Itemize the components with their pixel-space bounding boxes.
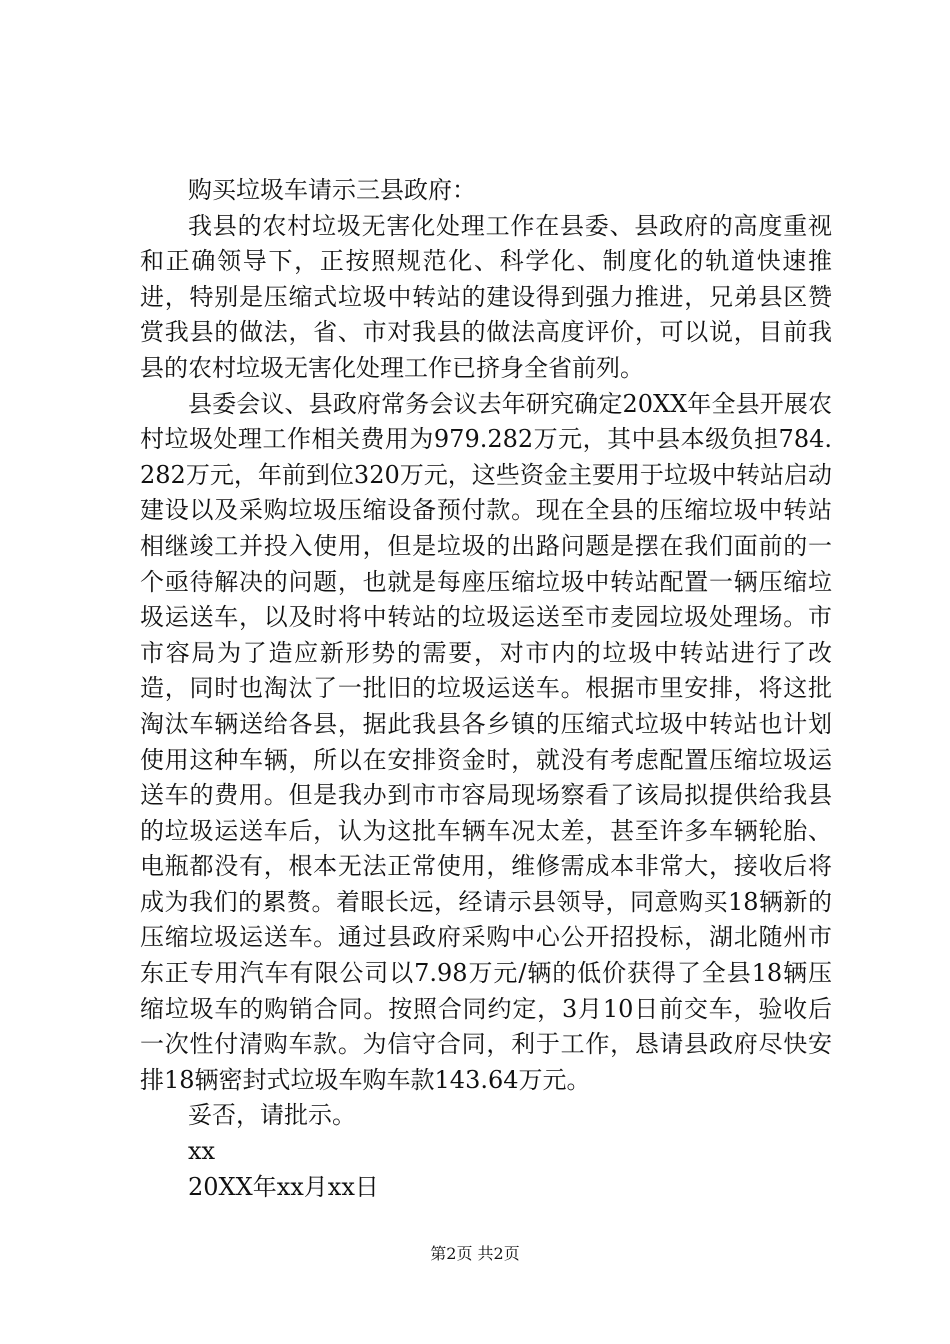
- paragraph-intro: 我县的农村垃圾无害化处理工作在县委、县政府的高度重视和正确领导下，正按照规范化、科学化、制度化的轨道快速推进，特别是压缩式垃圾中转站的建设得到强力推进，兄弟县区赞赏我县的做法，省、市对我县的做法高度评价，可以说，目前我县的农村垃圾无害化处理工作已挤身全省前列。: [140, 211, 832, 382]
- closing-line: 妥否，请批示。: [188, 1101, 356, 1130]
- page-footer: 第2页 共2页: [430, 1244, 520, 1263]
- date-line: 20XX年xx月xx日: [188, 1172, 379, 1201]
- salutation-line: 购买垃圾车请示三县政府：: [188, 176, 476, 204]
- paragraph-request: 县委会议、县政府常务会议去年研究确定20XX年全县开展农村垃圾处理工作相关费用为979.282万元，其中县本级负担784.282万元，年前到位320万元，这些资金主要用于垃圾中转站启动建设以及采购垃圾压缩设备预付款。现在全县的压缩垃圾中转站相继竣工并投入使用，但是垃圾的出路问题是摆在我们面前的一个亟待解决的问题，也就是每座压缩垃圾中转站配置一辆压缩垃圾运送车，以及时将中转站的垃圾运送至市麦园垃圾处理场。市市容局为了造应新形势的需要，对市内的垃圾中转站进行了改造，同时也淘汰了一批旧的垃圾运送车。根据市里安排，将这批淘汰车辆送给各县，据此我县各乡镇的压缩式垃圾中转站也计划使用这种车辆，所以在安排资金时，就没有考虑配置压缩垃圾运送车的费用。但是我办到市市容局现场察看了该局拟提供给我县的垃圾运送车后，认为这批车辆车况太差，甚至许多车辆轮胎、电瓶都没有，根本无法正常使用，维修需成本非常大，接收后将成为我们的累赘。着眼长远，经请示县领导，同意购买18辆新的压缩垃圾运送车。通过县政府采购中心公开招投标，湖北随州市东正专用汽车有限公司以7.98万元/辆的低价获得了全县18辆压缩垃圾车的购销合同。按照合同约定，3月10日前交车，验收后一次性付清购车款。为信守合同，利于工作，恳请县政府尽快安排18辆密封式垃圾车购车款143.64万元。: [140, 389, 832, 1094]
- signature-line: xx: [188, 1137, 216, 1166]
- document-body: [140, 173, 832, 1205]
